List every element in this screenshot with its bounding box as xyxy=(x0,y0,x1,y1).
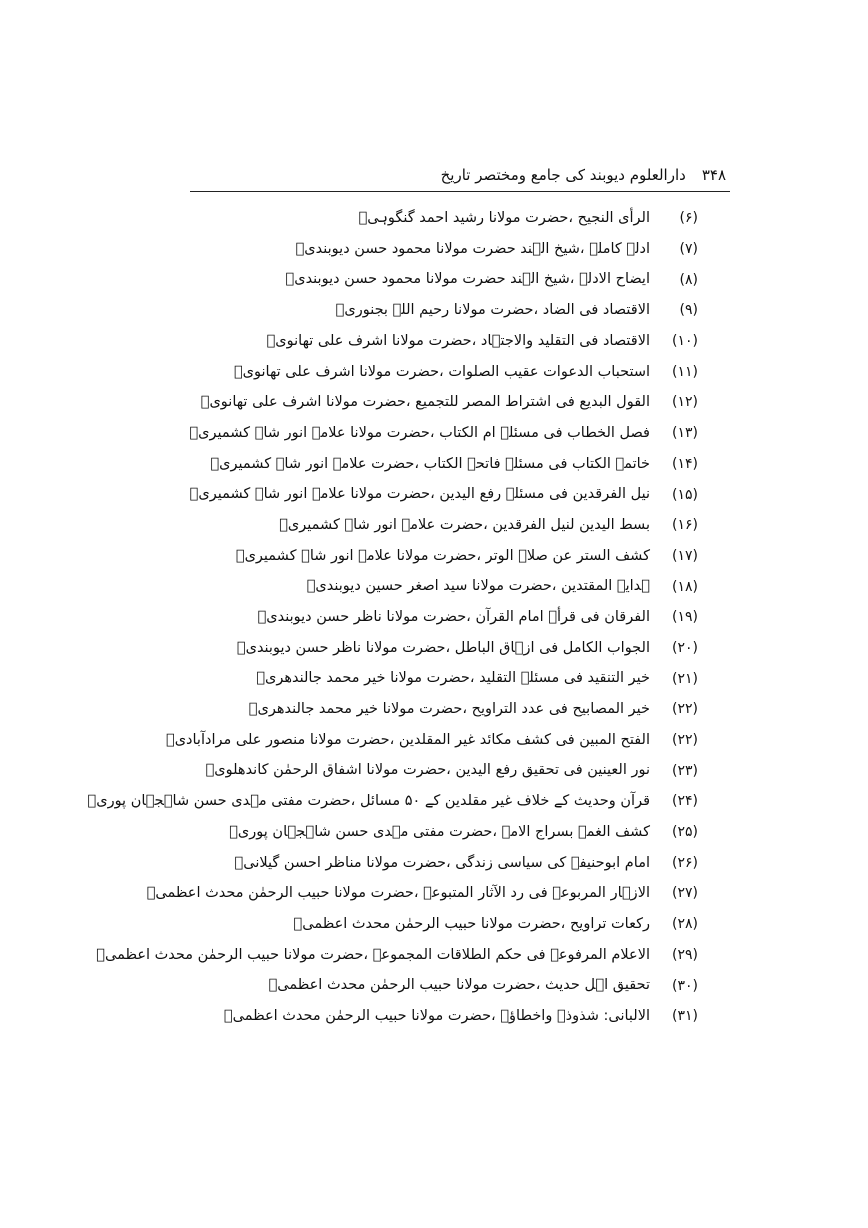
item-number: (۳۱) xyxy=(672,1008,698,1025)
item-number: (۲۱) xyxy=(672,670,698,687)
list-item xyxy=(178,387,698,418)
item-text: خیر المصابیح فی عدد التراویح ،حضرت مولانا خیر محمد جالندھریؒ xyxy=(248,701,650,718)
item-text: خیر التنقید فی مسئلۃ التقلید ،حضرت مولانا خیر محمد جالندھریؒ xyxy=(256,670,650,687)
item-number: (۳۰) xyxy=(672,977,698,994)
item-text: فصل الخطاب فی مسئلۃ ام الکتاب ،حضرت مولانا علامہ انور شاہ کشمیریؒ xyxy=(189,424,650,441)
list-item xyxy=(178,571,698,602)
item-number: (۲۲) xyxy=(672,732,698,749)
list-item xyxy=(178,510,698,541)
item-text: الرأی النجیح ،حضرت مولانا رشید احمد گنگوہیؒ xyxy=(358,210,650,227)
item-text: الالبانی: شذوذہ واخطاؤہ ،حضرت مولانا حبیب الرحمٰن محدث اعظمیؒ xyxy=(223,1007,650,1024)
list-item xyxy=(178,295,698,326)
item-number: (۲۷) xyxy=(672,885,698,902)
list-item xyxy=(96,940,698,971)
item-number: (۲۸) xyxy=(672,916,698,933)
list-item xyxy=(178,264,698,295)
item-number: (۲۵) xyxy=(672,824,698,841)
item-text: خاتمۃ الکتاب فی مسئلۃ فاتحۃ الکتاب ،حضرت علامہ انور شاہ کشمیریؒ xyxy=(210,455,650,472)
item-number: (۷) xyxy=(679,241,698,258)
list-item xyxy=(178,203,698,234)
item-text: القول البدیع فی اشتراط المصر للتجمیع ،حضرت مولانا اشرف علی تھانویؒ xyxy=(200,394,650,411)
item-text: الفرقان فی قرأۃ امام القرآن ،حضرت مولانا ناظر حسن دیوبندیؒ xyxy=(257,609,650,626)
header-rule xyxy=(190,191,730,192)
item-text: الاعلام المرفوعۃ فی حکم الطلاقات المجموعۃ ،حضرت مولانا حبیب الرحمٰن محدث اعظمیؒ xyxy=(96,946,650,963)
list-item xyxy=(178,449,698,480)
list-item xyxy=(178,541,698,572)
item-number: (۲۳) xyxy=(672,762,698,779)
item-number: (۸) xyxy=(679,271,698,288)
list-item xyxy=(146,878,698,909)
item-text: تحقیق اہل حدیث ،حضرت مولانا حبیب الرحمٰن محدث اعظمیؒ xyxy=(268,977,650,994)
list-item xyxy=(178,234,698,265)
item-number: (۱۳) xyxy=(672,425,698,442)
item-text: کشف الغمۃ بسراج الامۃ ،حضرت مفتی مہدی حسن شاہجہان پوریؒ xyxy=(229,823,650,840)
book-title: دارالعلوم دیوبند کی جامع ومختصر تاریخ xyxy=(440,166,686,184)
item-number: (۲۹) xyxy=(672,946,698,963)
item-number: (۹) xyxy=(679,302,698,319)
item-text: امام ابوحنیفہ کی سیاسی زندگی ،حضرت مولانا مناظر احسن گیلانیؒ xyxy=(234,854,650,871)
page-number: ۳۴۸ xyxy=(701,166,726,184)
item-text: الفتح المبین فی کشف مکائد غیر المقلدین ،حضرت مولانا منصور علی مرادآبادیؒ xyxy=(166,731,650,748)
list-item xyxy=(87,786,698,817)
list-item xyxy=(178,817,698,848)
item-text: قرآن وحدیث کے خلاف غیر مقلدین کے ۵۰ مسائل ،حضرت مفتی مہدی حسن شاہجہان پوریؒ xyxy=(87,793,650,810)
list-item xyxy=(166,725,698,756)
list-item xyxy=(178,326,698,357)
item-number: (۱۵) xyxy=(672,486,698,503)
item-number: (۱۲) xyxy=(672,394,698,411)
list-item xyxy=(178,755,698,786)
item-number: (۱۰) xyxy=(672,333,698,350)
item-number: (۱۸) xyxy=(672,578,698,595)
item-number: (۱۹) xyxy=(672,609,698,626)
list-item xyxy=(178,847,698,878)
item-text: ہدایۃ المقتدین ،حضرت مولانا سید اصغر حسین دیوبندیؒ xyxy=(306,578,650,595)
item-text: رکعات تراویح ،حضرت مولانا حبیب الرحمٰن محدث اعظمیؒ xyxy=(293,915,650,932)
list-item xyxy=(178,909,698,940)
book-list xyxy=(87,203,698,1032)
running-header xyxy=(440,162,726,188)
item-text: نور العینین فی تحقیق رفع الیدین ،حضرت مولانا اشفاق الرحمٰن کاندھلویؒ xyxy=(205,762,650,779)
item-number: (۲۲) xyxy=(672,701,698,718)
item-text: الاقتصاد فی الضاد ،حضرت مولانا رحیم اللہ بجنوریؒ xyxy=(335,302,650,319)
list-item xyxy=(178,602,698,633)
item-number: (۲۶) xyxy=(672,854,698,871)
item-text: الازہار المربوعۃ فی رد الآثار المتبوعۃ ،حضرت مولانا حبیب الرحمٰن محدث اعظمیؒ xyxy=(146,885,650,902)
item-text: ایضاح الادلہ ،شیخ الہند حضرت مولانا محمود حسن دیوبندیؒ xyxy=(285,271,650,288)
list-item xyxy=(178,356,698,387)
list-item xyxy=(178,663,698,694)
item-text: الاقتصاد فی التقلید والاجتہاد ،حضرت مولانا اشرف علی تھانویؒ xyxy=(266,332,650,349)
item-text: استحباب الدعوات عقیب الصلوات ،حضرت مولانا اشرف علی تھانویؒ xyxy=(233,363,650,380)
item-text: نیل الفرقدین فی مسئلۃ رفع الیدین ،حضرت مولانا علامہ انور شاہ کشمیریؒ xyxy=(189,486,650,503)
list-item xyxy=(178,694,698,725)
list-item xyxy=(178,970,698,1001)
item-text: ادلۂ کاملہ ،شیخ الہند حضرت مولانا محمود حسن دیوبندیؒ xyxy=(295,240,650,257)
item-text: بسط الیدین لنیل الفرقدین ،حضرت علامہ انور شاہ کشمیریؒ xyxy=(279,516,650,533)
item-number: (۱۷) xyxy=(672,547,698,564)
item-number: (۱۴) xyxy=(672,455,698,472)
list-item xyxy=(178,479,698,510)
list-item xyxy=(178,418,698,449)
item-number: (۲۴) xyxy=(672,793,698,810)
item-number: (۲۰) xyxy=(672,639,698,656)
item-text: الجواب الکامل فی ازہاق الباطل ،حضرت مولانا ناظر حسن دیوبندیؒ xyxy=(236,639,650,656)
item-text: کشف الستر عن صلاۃ الوتر ،حضرت مولانا علامہ انور شاہ کشمیریؒ xyxy=(235,547,650,564)
list-item xyxy=(178,633,698,664)
item-number: (۱۶) xyxy=(672,517,698,534)
item-number: (۶) xyxy=(679,210,698,227)
item-number: (۱۱) xyxy=(672,363,698,380)
list-item xyxy=(178,1001,698,1032)
